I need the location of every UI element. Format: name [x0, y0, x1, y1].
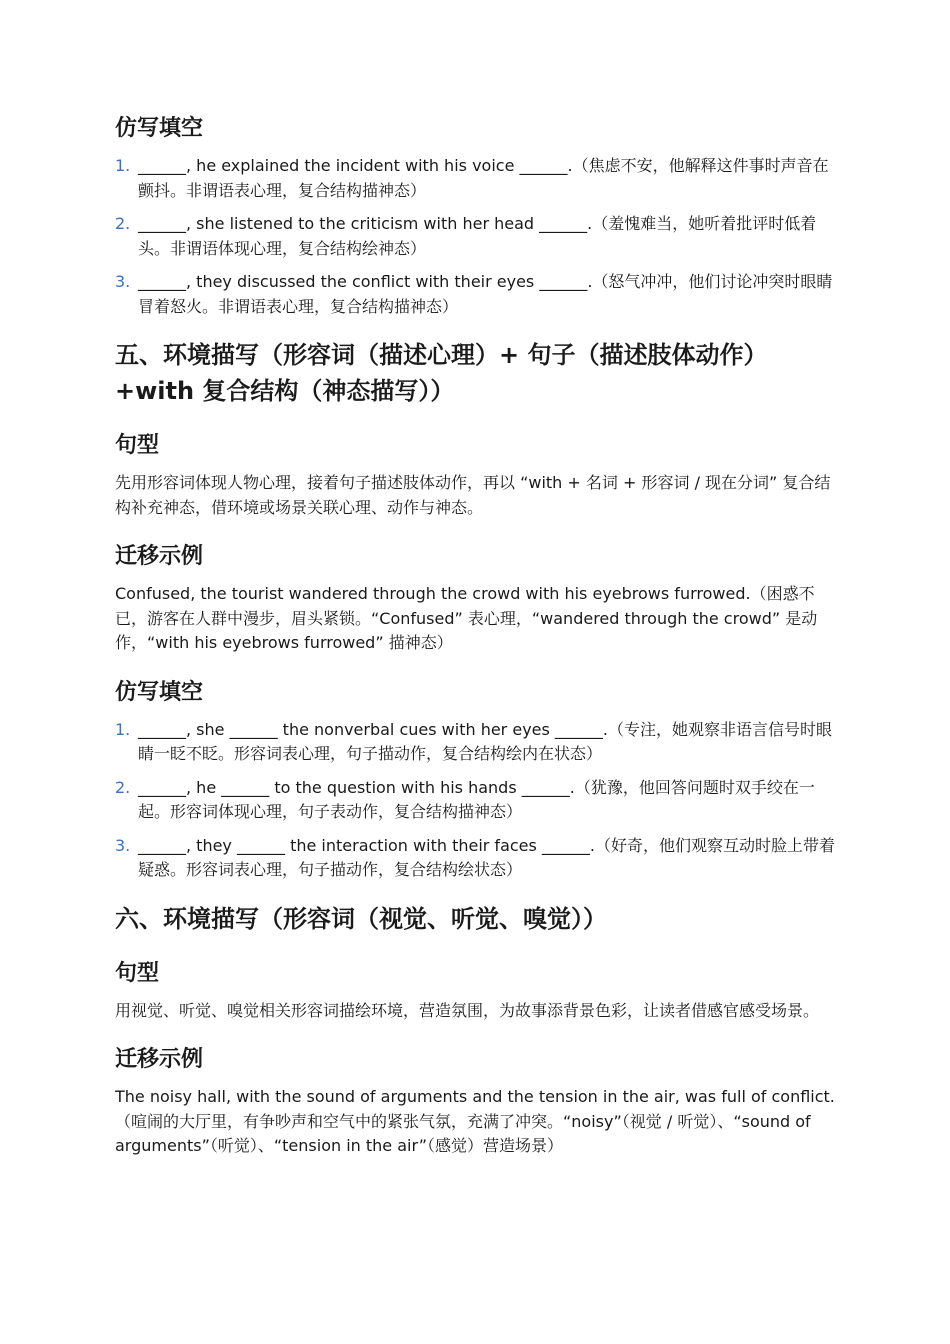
- pattern-text: 用视觉、听觉、嗅觉相关形容词描绘环境，营造氛围，为故事添背景色彩，让读者借感官感受场景。: [115, 1000, 820, 1020]
- practice-list: [115, 154, 840, 319]
- list-item-text: ______, they ______ the interaction with their faces ______.（好奇，他们观察互动时脸上带着疑惑。形容词表心理，句子描动作，复合结构绘状态）: [138, 835, 836, 879]
- practice-heading: 仿写填空: [115, 116, 204, 141]
- list-item-text: ______, they discussed the conflict with their eyes ______.（怒气冲冲，他们讨论冲突时眼睛冒着怒火。非谓语表心理，复合结构描神态）: [138, 272, 833, 316]
- practice-list: [115, 718, 840, 883]
- list-item-text: ______, she listened to the criticism with her head ______.（羞愧难当，她听着批评时低着头。非谓语体现心理，复合结构绘神态）: [138, 214, 817, 258]
- list-number: 3.: [115, 272, 131, 291]
- document-page: [115, 112, 840, 1159]
- example-text: The noisy hall, with the sound of arguments and the tension in the air, was full of conflict.（喧闹的大厅里，有争吵声和空气中的紧张气氛，充满了冲突。“noisy”（视觉 / 听觉）、“sound of arguments”（听觉）、“tension in the air”（感觉）营造场景）: [115, 1087, 835, 1155]
- practice-heading: 仿写填空: [115, 679, 204, 705]
- example-text: Confused, the tourist wandered through the crowd with his eyebrows furrowed.（困惑不已，游客在人群中漫步，眉头紧锁。“Confused” 表心理，“wandered through the crowd” 是动作，“with his eyebrows furrowed” 描神态）: [115, 584, 818, 652]
- list-item-text: ______, he ______ to the question with his hands ______.（犹豫，他回答问题时双手绞在一起。形容词体现心理，句子表动作，复合结构描神态）: [138, 777, 815, 821]
- list-number: 2.: [115, 777, 131, 797]
- pattern-heading: 句型: [115, 433, 160, 458]
- list-item-text: ______, she ______ the nonverbal cues with her eyes ______.（专注，她观察非语言信号时眼睛一眨不眨。形容词表心理，句子描动作，复合结构绘内在状态）: [138, 719, 833, 763]
- list-item: [115, 718, 840, 767]
- list-item-text: ______, he explained the incident with his voice ______.（焦虑不安，他解释这件事时声音在颤抖。非谓语表心理，复合结构描神态）: [138, 156, 829, 200]
- list-number: 1.: [115, 719, 131, 739]
- list-item: [115, 834, 840, 883]
- example-heading: 迁移示例: [115, 544, 204, 569]
- list-item: [115, 776, 840, 825]
- list-number: 3.: [115, 835, 131, 855]
- pattern-text: 先用形容词体现人物心理，接着句子描述肢体动作，再以 “with + 名词 + 形容词 / 现在分词” 复合结构补充神态，借环境或场景关联心理、动作与神态。: [115, 473, 831, 517]
- section-title: 六、环境描写（形容词（视觉、听觉、嗅觉））: [115, 904, 607, 933]
- example-heading: 迁移示例: [115, 1047, 204, 1072]
- list-number: 2.: [115, 214, 131, 233]
- list-number: 1.: [115, 156, 131, 175]
- list-item: [115, 154, 840, 203]
- list-item: [115, 212, 840, 261]
- list-item: [115, 270, 840, 319]
- pattern-heading: 句型: [115, 960, 160, 986]
- section-title: 五、环境描写（形容词（描述心理）+ 句子（描述肢体动作）+with 复合结构（神态描写））: [115, 341, 768, 405]
